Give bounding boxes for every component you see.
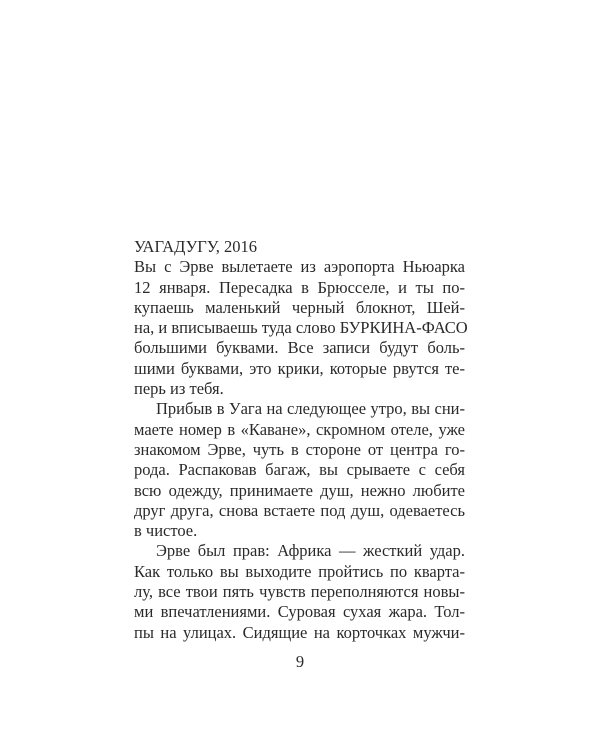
text-line: 12 января. Пересадка в Брюсселе, и ты по- [134, 277, 465, 297]
paragraph [134, 257, 468, 399]
paragraph [134, 541, 465, 642]
text-line: рода. Распаковав багаж, вы срываете с себя [134, 460, 465, 480]
paragraph [134, 399, 465, 541]
text-line: шими буквами, это крики, которые рвутся те- [134, 358, 465, 378]
text-line: ми впечатлениями. Суровая сухая жара. Тол- [134, 602, 465, 622]
text-line: всю одежду, принимаете душ, нежно любите [134, 480, 465, 500]
text-line: маете номер в «Каване», скромном отеле, уже [134, 419, 465, 439]
text-line: Прибыв в Уага на следующее утро, вы сни- [156, 399, 465, 419]
text-line: знакомом Эрве, чуть в стороне от центра го- [134, 439, 465, 459]
text-line: перь из тебя. [134, 379, 224, 399]
text-line: Эрве был прав: Африка — жесткий удар. [156, 541, 465, 561]
text-line: Вы с Эрве вылетаете из аэропорта Ньюарка [134, 257, 465, 277]
text-line: Как только вы выходите пройтись по кварта- [134, 561, 465, 581]
text-line: купаешь маленький черный блокнот, Шей- [134, 297, 465, 317]
text-line: большими буквами. Все записи будут боль- [134, 338, 465, 358]
text-line: в чистое. [134, 521, 198, 541]
chapter-heading: УАГАДУГУ, 2016 [134, 237, 258, 256]
text-line: друг друга, снова встаете под душ, одеваетесь [134, 500, 465, 520]
body-text [134, 257, 468, 643]
text-line: лу, все твои пять чувств переполняются новы- [134, 582, 465, 602]
text-line: на, и вписываешь туда слово БУРКИНА-ФАСО [134, 318, 468, 338]
page-number: 9 [295, 652, 305, 671]
page-text [134, 237, 468, 643]
text-line: пы на улицах. Сидящие на корточках мужчи- [134, 622, 465, 642]
